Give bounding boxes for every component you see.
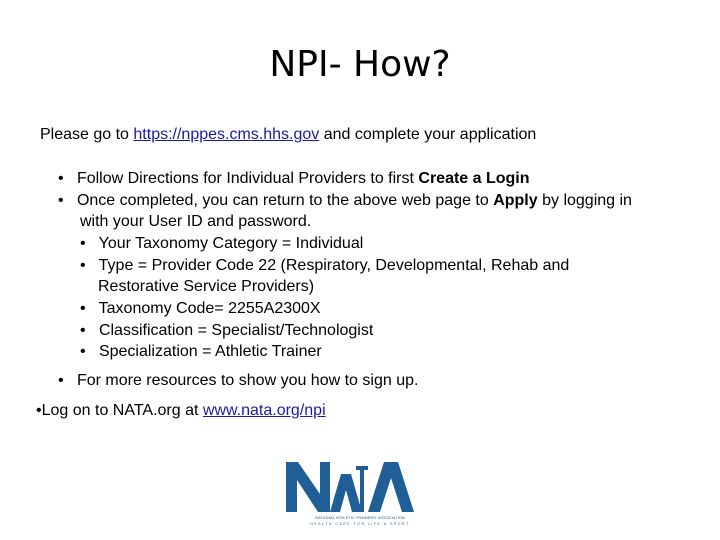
sub-bullet: • Specialization = Athletic Trainer — [80, 343, 322, 360]
bullet-apply-cont: with your User ID and password. — [80, 213, 312, 230]
logo-line1: NATIONAL ATHLETIC TRAINERS' ASSOCIATION — [315, 515, 405, 520]
sub-bullet: • Your Taxonomy Category = Individual — [80, 235, 364, 252]
bullet-more-resources: • For more resources to show you how to sign up. — [58, 372, 419, 389]
sub-bullet-cont: Restorative Service Providers) — [98, 278, 315, 295]
sub-bullet: • Type = Provider Code 22 (Respiratory, Developmental, Rehab and — [80, 257, 570, 274]
bullet-create-login: • Follow Directions for Individual Providers to first Create a Login — [58, 170, 530, 187]
intro-text: Please go to https://nppes.cms.hhs.gov and complete your application — [40, 126, 537, 143]
slide-title: NPI- How? — [269, 44, 451, 85]
logo-line2: HEALTH CARE FOR LIFE & SPORT — [310, 522, 410, 526]
nppes-link[interactable]: https://nppes.cms.hhs.gov — [133, 126, 320, 143]
sub-bullet: • Taxonomy Code= 2255A2300X — [80, 300, 321, 317]
nata-text: •Log on to NATA.org at www.nata.org/npi — [36, 402, 326, 419]
nata-logo — [284, 460, 436, 526]
sub-bullet: • Classification = Specialist/Technologist — [80, 322, 374, 339]
bullet-apply: • Once completed, you can return to the above web page to Apply by logging in — [58, 192, 632, 209]
nata-link[interactable]: www.nata.org/npi — [202, 402, 326, 419]
